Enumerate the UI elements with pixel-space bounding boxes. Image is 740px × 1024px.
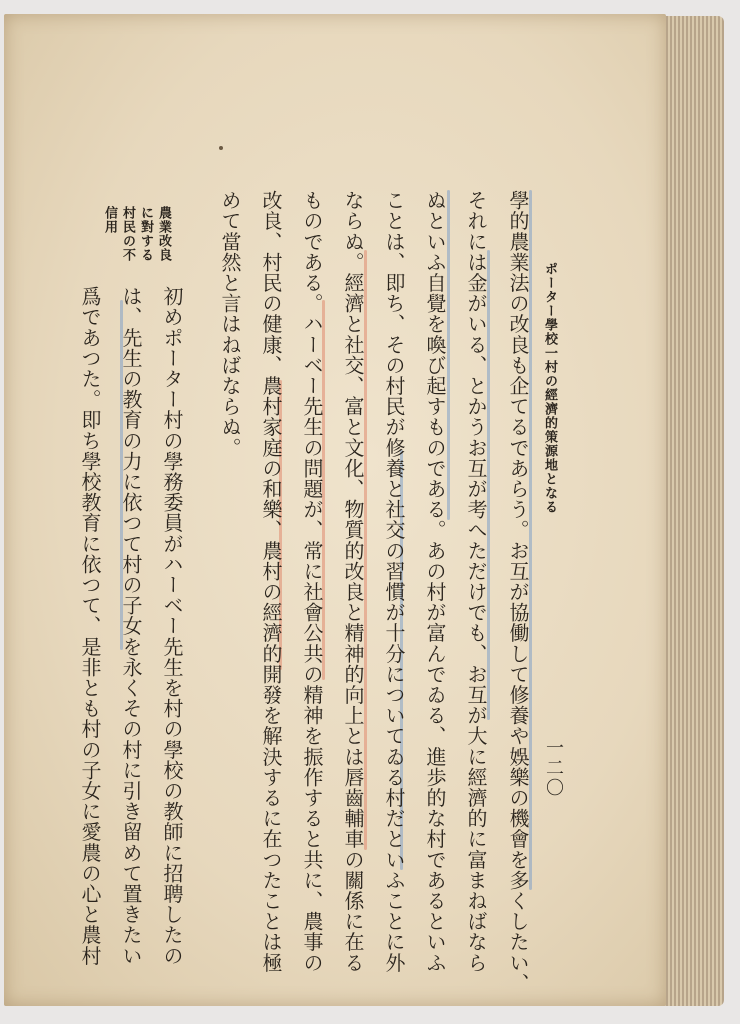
body-line: 改良、村民の健康、農村家庭の和樂、農村の經濟的開發を解決するに在つたことは極: [259, 190, 283, 973]
body-line: めて當然と言はねばならぬ。: [218, 190, 242, 458]
page-speck: [219, 146, 223, 150]
body-line: ならぬ。經濟と社交、富と文化、物質的改良と精神的向上とは唇齒輔車の關係に在る: [341, 190, 365, 973]
margin-note-line: に對する: [138, 206, 153, 262]
body-line: それには金がいる、とかうお互が考へただけでも、お互が大に經濟的に富まねばなら: [464, 190, 488, 973]
margin-note-line: 信用: [102, 206, 117, 234]
body-line: ぬといふ自覺を喚び起すものである。あの村が富んでゐる、進歩的な村であるといふ: [423, 190, 447, 973]
body-line: 爲であつた。即ち學校教育に依つて、是非とも村の子女に愛農の心と農村: [78, 286, 102, 966]
margin-note-line: 農業改良: [156, 206, 171, 262]
body-line: ものである。ハーベー先生の問題が、常に社會公共の精神を振作すると共に、農事の: [300, 190, 324, 973]
running-header: ポーター學校一村の經濟的策源地となる: [542, 262, 557, 514]
book-page: [4, 14, 666, 1006]
body-line: 初めポーター村の學務委員がハーベー先生を村の學校の教師に招聘したの: [160, 286, 184, 966]
margin-note-line: 村民の不: [120, 206, 135, 262]
pencil-mark: [447, 190, 450, 520]
body-line: 學的農業法の改良も企てるであらう。お互が協働して修養や娛樂の機會を多くしたい、: [506, 190, 530, 994]
body-line: ことは、即ち、その村民が修養と社交の習慣が十分についてゐる村だといふことに外: [382, 190, 406, 973]
body-line: は、先生の教育の力に依つて村の子女を永くその村に引き留めて置きたい: [119, 286, 143, 966]
page-number: 一二〇: [543, 738, 564, 798]
